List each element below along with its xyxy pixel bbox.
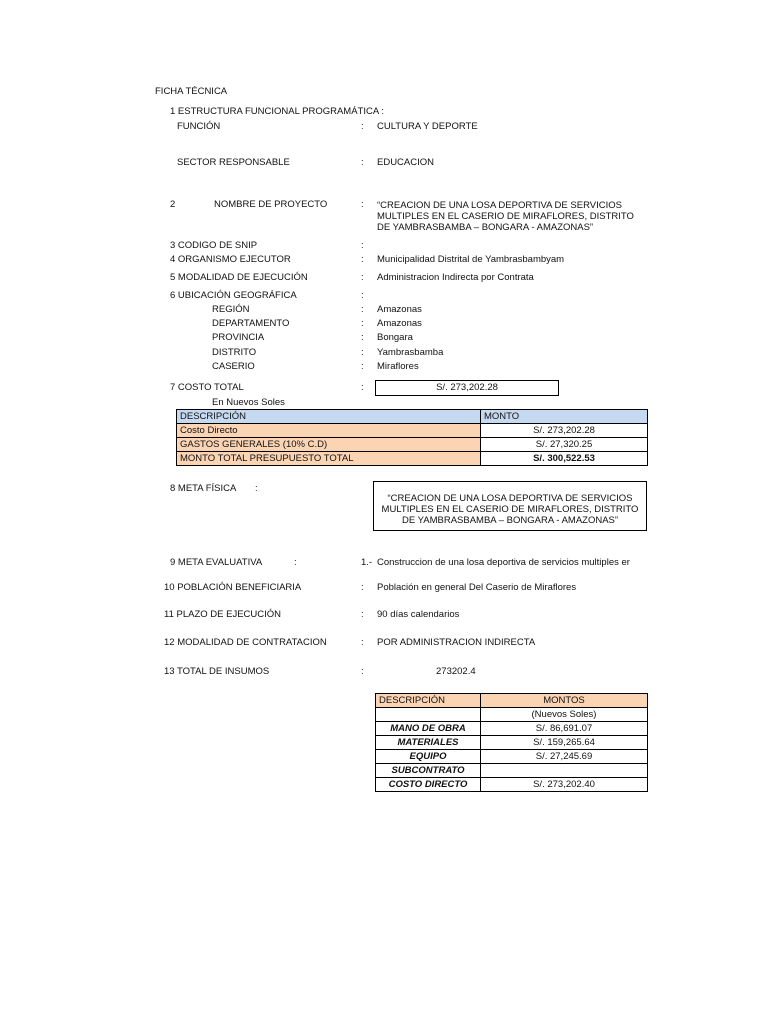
insumos-value: 273202.4 <box>436 666 476 677</box>
ubicacion-label: 6 UBICACIÓN GEOGRÁFICA <box>170 290 297 301</box>
insumos-table-header-montos: MONTOS <box>481 694 648 708</box>
distrito-value: Yambrasbamba <box>377 347 444 358</box>
section-1-label: 1 ESTRUCTURA FUNCIONAL PROGRAMÁTICA : <box>170 106 384 117</box>
funcion-label: FUNCIÓN <box>177 121 221 132</box>
snip-colon: : <box>361 240 364 251</box>
ejecutor-colon: : <box>361 254 364 265</box>
meta-fisica-value: “CREACION DE UNA LOSA DEPORTIVA DE SERVICIOS MULTIPLES EN EL CASERIO DE MIRAFLORES, DISTRITO DE YAMBRASBAMBA – BONGARA - AMAZONAS” <box>381 493 639 526</box>
departamento-label: DEPARTAMENTO <box>212 318 290 329</box>
insumos-table-cell: EQUIPO <box>376 750 481 764</box>
table-row <box>376 694 648 708</box>
costo-table-cell: S/. 300,522.53 <box>481 452 648 466</box>
sector-colon: : <box>361 157 364 168</box>
insumos-table-subheader: (Nuevos Soles) <box>481 708 648 722</box>
table-row <box>177 438 648 452</box>
table-row <box>177 424 648 438</box>
modalidad-contratacion-colon: : <box>361 637 364 648</box>
caserio-label: CASERIO <box>212 361 255 372</box>
poblacion-value: Población en general Del Caserio de Miraflores <box>377 582 577 593</box>
table-row <box>376 722 648 736</box>
table-row <box>376 736 648 750</box>
section-2-number: 2 <box>170 199 176 210</box>
meta-fisica-label: 8 META FÍSICA <box>170 483 237 494</box>
insumos-table-header-descripcion: DESCRIPCIÓN <box>376 694 481 708</box>
distrito-label: DISTRITO <box>212 347 257 358</box>
meta-evaluativa-value: Construccion de una losa deportiva de servicios multiples er <box>377 557 630 568</box>
insumos-table-cell: S/. 273,202.40 <box>481 778 648 792</box>
meta-fisica-box <box>373 481 647 531</box>
departamento-colon: : <box>361 318 364 329</box>
plazo-colon: : <box>361 609 364 620</box>
plazo-value: 90 días calendarios <box>377 609 460 620</box>
plazo-label: 11 PLAZO DE EJECUCIÓN <box>164 609 282 620</box>
funcion-value: CULTURA Y DEPORTE <box>377 121 478 132</box>
page-title: FICHA TÉCNICA <box>155 86 228 97</box>
table-row <box>376 764 648 778</box>
meta-fisica-colon: : <box>255 483 258 494</box>
insumos-table-cell: COSTO DIRECTO <box>376 778 481 792</box>
insumos-table-cell: SUBCONTRATO <box>376 764 481 778</box>
ejecutor-label: 4 ORGANISMO EJECUTOR <box>170 254 291 265</box>
table-row <box>177 452 648 466</box>
ejecutor-value: Municipalidad Distrital de Yambrasbambyam <box>377 254 565 265</box>
region-colon: : <box>361 304 364 315</box>
costo-total-value: S/. 273,202.28 <box>436 382 498 393</box>
table-row <box>376 750 648 764</box>
modalidad-ejecucion-label: 5 MODALIDAD DE EJECUCIÓN <box>170 272 308 283</box>
table-row <box>177 410 648 424</box>
provincia-label: PROVINCIA <box>212 332 265 343</box>
insumos-table-cell: S/. 86,691.07 <box>481 722 648 736</box>
departamento-value: Amazonas <box>377 318 422 329</box>
meta-evaluativa-label: 9 META EVALUATIVA <box>170 557 263 568</box>
modalidad-contratacion-label: 12 MODALIDAD DE CONTRATACION <box>164 637 327 648</box>
distrito-colon: : <box>361 347 364 358</box>
project-name-value: “CREACION DE UNA LOSA DEPORTIVA DE SERVICIOS MULTIPLES EN EL CASERIO DE MIRAFLORES, DISTRITO DE YAMBRASBAMBA – BONGARA - AMAZONAS” <box>377 200 634 233</box>
caserio-colon: : <box>361 361 364 372</box>
table-row <box>376 708 648 722</box>
insumos-table-cell: MANO DE OBRA <box>376 722 481 736</box>
costo-table-cell: Costo Directo <box>177 424 481 438</box>
insumos-table-cell: S/. 159,265.64 <box>481 736 648 750</box>
poblacion-label: 10 POBLACIÓN BENEFICIARIA <box>164 582 302 593</box>
project-name-colon: : <box>361 199 364 210</box>
modalidad-ejecucion-value: Administracion Indirecta por Contrata <box>377 272 534 283</box>
costo-table-header-descripcion: DESCRIPCIÓN <box>177 410 481 424</box>
sector-label: SECTOR RESPONSABLE <box>177 157 290 168</box>
provincia-value: Bongara <box>377 332 413 343</box>
insumos-label: 13 TOTAL DE INSUMOS <box>164 666 270 677</box>
costo-total-sub: En Nuevos Soles <box>212 397 285 408</box>
costo-table-cell: S/. 273,202.28 <box>481 424 648 438</box>
insumos-table <box>375 693 648 792</box>
caserio-value: Miraflores <box>377 361 419 372</box>
costo-table-header-monto: MONTO <box>481 410 648 424</box>
costo-total-colon: : <box>361 382 364 393</box>
insumos-colon: : <box>361 666 364 677</box>
meta-evaluativa-colon: : <box>294 557 297 568</box>
meta-evaluativa-number: 1.- <box>361 557 373 568</box>
table-row <box>376 778 648 792</box>
modalidad-contratacion-value: POR ADMINISTRACION INDIRECTA <box>377 637 536 648</box>
insumos-table-cell: S/. 27,245.69 <box>481 750 648 764</box>
costo-table <box>176 409 648 466</box>
costo-total-label: 7 COSTO TOTAL <box>170 382 244 393</box>
snip-label: 3 CODIGO DE SNIP <box>170 240 258 251</box>
modalidad-ejecucion-colon: : <box>361 272 364 283</box>
ubicacion-colon: : <box>361 290 364 301</box>
insumos-table-cell <box>481 764 648 778</box>
sector-value: EDUCACION <box>377 157 435 168</box>
insumos-table-cell: MATERIALES <box>376 736 481 750</box>
costo-table-cell: S/. 27,320.25 <box>481 438 648 452</box>
costo-table-cell: MONTO TOTAL PRESUPUESTO TOTAL <box>177 452 481 466</box>
project-name-label: NOMBRE DE PROYECTO <box>214 199 328 210</box>
costo-table-cell: GASTOS GENERALES (10% C.D) <box>177 438 481 452</box>
region-value: Amazonas <box>377 304 422 315</box>
region-label: REGIÓN <box>212 304 250 315</box>
insumos-table-cell <box>376 708 481 722</box>
funcion-colon: : <box>361 121 364 132</box>
provincia-colon: : <box>361 332 364 343</box>
poblacion-colon: : <box>361 582 364 593</box>
costo-total-box <box>375 380 559 396</box>
